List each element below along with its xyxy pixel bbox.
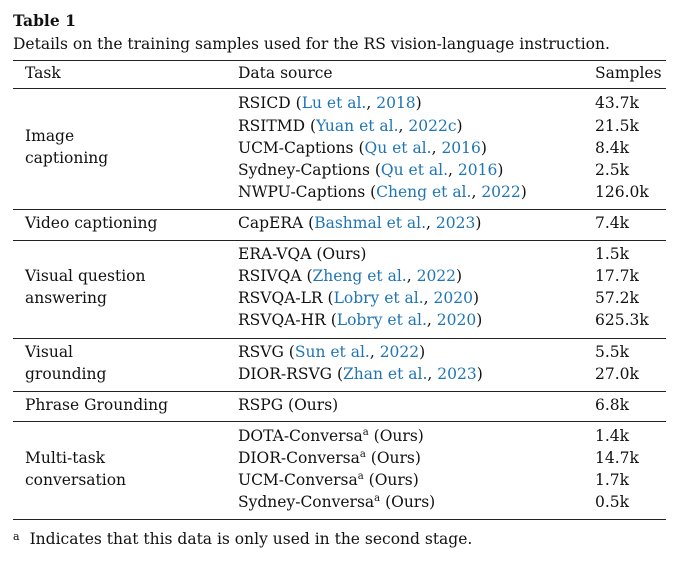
citation-year: 2022 <box>416 267 457 285</box>
task-label: Visual question <box>25 267 146 285</box>
group-rule <box>13 421 666 422</box>
sample-count: 8.4k <box>595 139 630 157</box>
sample-count: 0.5k <box>595 493 630 511</box>
source-note: (Ours) <box>368 471 419 489</box>
sample-count: 7.4k <box>595 214 630 232</box>
citation-year: 2023 <box>435 214 476 232</box>
group-rule <box>13 519 666 520</box>
dataset-name: RSIVQA <box>238 267 302 285</box>
sample-count: 43.7k <box>595 94 639 112</box>
data-source: RSVQA-LR (Lobry et al., 2020) <box>238 289 480 307</box>
top-rule <box>13 60 666 61</box>
data-source <box>238 493 435 512</box>
group-rule <box>13 338 666 339</box>
citation-authors: Zhan et al. <box>343 365 428 383</box>
sample-count: 6.8k <box>595 396 630 414</box>
citation-year: 2020 <box>436 311 477 329</box>
sample-count: 17.7k <box>595 267 639 285</box>
sample-count: 21.5k <box>595 117 639 135</box>
data-source: RSIVQA (Zheng et al., 2022) <box>238 267 463 285</box>
data-source: DIOR-RSVG (Zhan et al., 2023) <box>238 365 483 383</box>
dataset-name: RSPG <box>238 396 284 414</box>
group-rule <box>13 240 666 241</box>
citation-authors: Qu et al. <box>380 161 448 179</box>
dataset-name: RSVQA-LR <box>238 289 323 307</box>
sample-count: 27.0k <box>595 365 639 383</box>
data-source: RSICD (Lu et al., 2018) <box>238 94 422 112</box>
data-source <box>238 471 419 490</box>
header-data-source: Data source <box>238 64 333 82</box>
footnote-ref: a <box>357 471 364 482</box>
table-caption: Details on the training samples used for the RS vision-language instruction. <box>13 35 610 53</box>
footnote-ref: a <box>374 493 381 504</box>
source-note: (Ours) <box>288 396 339 414</box>
sample-count: 1.4k <box>595 427 630 445</box>
citation-year: 2020 <box>433 289 473 307</box>
citation-authors: Lobry et al. <box>333 289 424 307</box>
sample-count: 1.7k <box>595 471 630 489</box>
task-label: answering <box>25 289 107 307</box>
citation-year: 2022 <box>481 183 521 201</box>
footnote-ref: a <box>362 427 369 438</box>
citation-authors: Yuan et al. <box>316 117 399 135</box>
dataset-name: RSVQA-HR <box>238 311 326 329</box>
data-source: UCM-Captions (Qu et al., 2016) <box>238 139 487 157</box>
sample-count: 625.3k <box>595 311 649 329</box>
header-task: Task <box>25 64 61 82</box>
sample-count: 14.7k <box>595 449 639 467</box>
citation-authors: Cheng et al. <box>376 183 472 201</box>
citation-authors: Bashmal et al. <box>314 214 427 232</box>
citation-authors: Qu et al. <box>364 139 432 157</box>
data-source: RSVG (Sun et al., 2022) <box>238 343 426 361</box>
citation-year: 2018 <box>376 94 416 112</box>
task-label: grounding <box>25 365 107 383</box>
dataset-name: RSITMD <box>238 117 306 135</box>
citation-authors: Sun et al. <box>294 343 370 361</box>
source-note: (Ours) <box>316 245 367 263</box>
dataset-name: Sydney-Conversa <box>238 493 375 511</box>
task-label: Phrase Grounding <box>25 396 168 414</box>
sample-count: 57.2k <box>595 289 639 307</box>
task-label: Visual <box>25 343 74 361</box>
dataset-name: RSICD <box>238 94 291 112</box>
citation-year: 2022c <box>408 117 457 135</box>
dataset-name: ERA-VQA <box>238 245 312 263</box>
task-label: Video captioning <box>25 214 158 232</box>
citation-authors: Lu et al. <box>301 94 367 112</box>
data-source <box>238 245 366 264</box>
footnote-text: Indicates that this data is only used in the second stage. <box>29 530 473 548</box>
citation-year: 2023 <box>437 365 477 383</box>
header-rule <box>13 88 666 89</box>
sample-count: 126.0k <box>595 183 649 201</box>
citation-authors: Lobry et al. <box>336 311 427 329</box>
dataset-name: RSVG <box>238 343 284 361</box>
dataset-name: UCM-Captions <box>238 139 354 157</box>
sample-count: 5.5k <box>595 343 630 361</box>
header-samples: Samples <box>595 64 662 82</box>
footnote-mark: a <box>13 530 20 543</box>
table-label: Table 1 <box>13 11 76 30</box>
task-label: captioning <box>25 149 109 167</box>
sample-count: 2.5k <box>595 161 630 179</box>
data-source: RSVQA-HR (Lobry et al., 2020) <box>238 311 483 329</box>
source-note: (Ours) <box>373 427 424 445</box>
citation-year: 2016 <box>457 161 498 179</box>
dataset-name: DIOR-RSVG <box>238 365 333 383</box>
dataset-name: CapERA <box>238 214 304 232</box>
citation-year: 2022 <box>379 343 420 361</box>
dataset-name: UCM-Conversa <box>238 471 358 489</box>
source-note: (Ours) <box>370 449 421 467</box>
sample-count: 1.5k <box>595 245 630 263</box>
citation-authors: Zheng et al. <box>312 267 407 285</box>
task-label: conversation <box>25 471 127 489</box>
data-source: CapERA (Bashmal et al., 2023) <box>238 214 482 232</box>
table-footnote <box>13 530 472 548</box>
task-label: Multi-task <box>25 449 106 467</box>
data-source <box>238 449 421 468</box>
data-source <box>238 427 424 446</box>
dataset-name: DOTA-Conversa <box>238 427 363 445</box>
group-rule <box>13 391 666 392</box>
footnote-ref: a <box>359 449 366 460</box>
task-label: Image <box>25 127 75 145</box>
data-source <box>238 396 338 415</box>
citation-year: 2016 <box>441 139 481 157</box>
source-note: (Ours) <box>385 493 436 511</box>
dataset-name: DIOR-Conversa <box>238 449 360 467</box>
data-source: NWPU-Captions (Cheng et al., 2022) <box>238 183 527 201</box>
data-source: RSITMD (Yuan et al., 2022c) <box>238 117 463 135</box>
group-rule <box>13 209 666 210</box>
dataset-name: Sydney-Captions <box>238 161 370 179</box>
dataset-name: NWPU-Captions <box>238 183 366 201</box>
data-source: Sydney-Captions (Qu et al., 2016) <box>238 161 504 179</box>
